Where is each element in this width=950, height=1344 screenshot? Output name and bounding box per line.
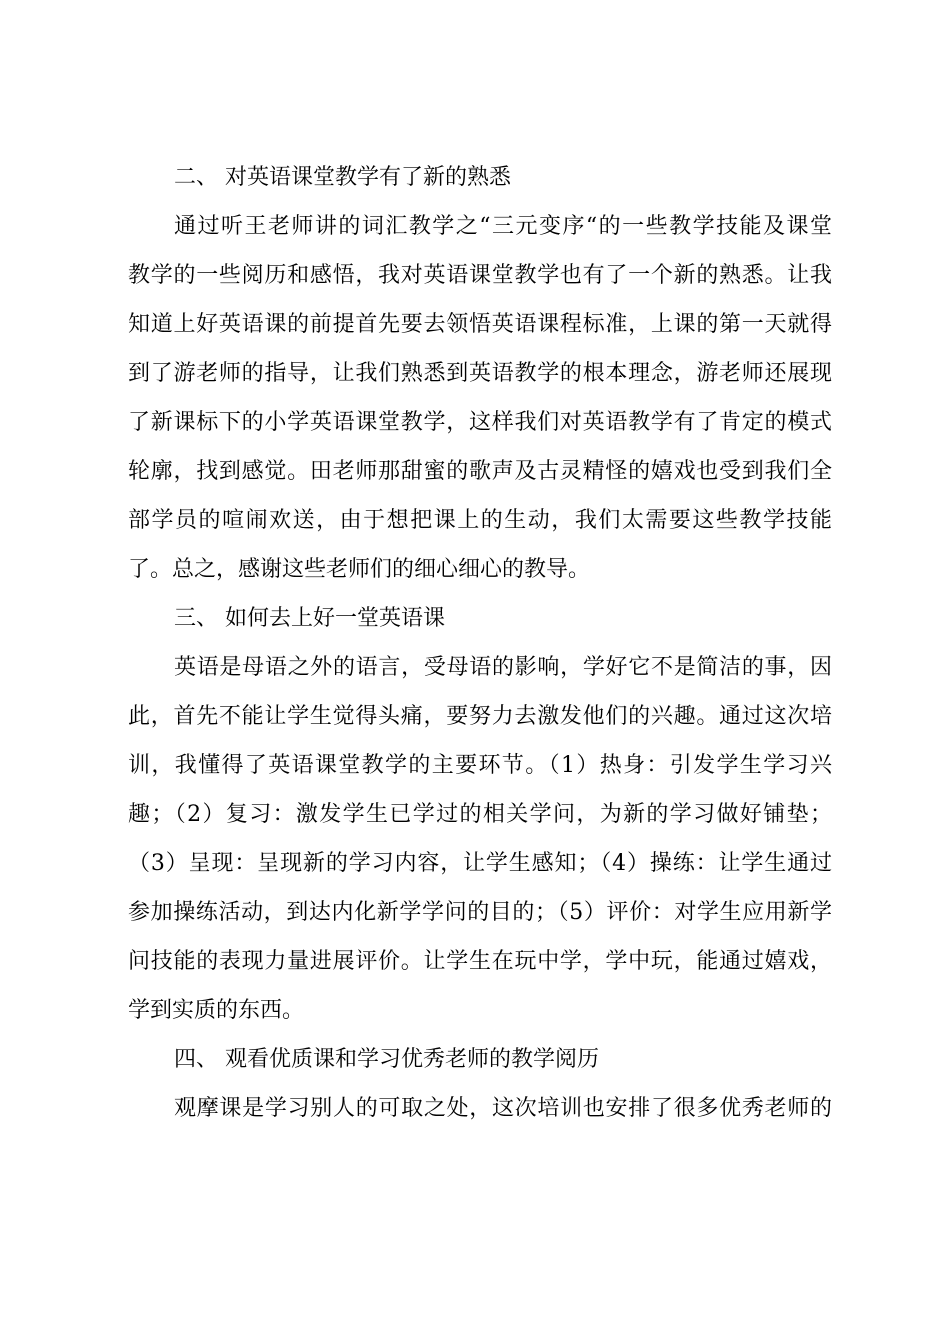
section-heading: 三、 如何去上好一堂英语课 [174,606,445,631]
paragraph-line: 此，首先不能让学生觉得头痛，要努力去激发他们的兴趣。通过这次培 [128,704,832,729]
paragraph-line: 训，我懂得了英语课堂教学的主要环节。（1）热身：引发学生学习兴 [128,753,832,778]
section-heading: 二、 对英语课堂教学有了新的熟悉 [174,165,511,190]
paragraph-line: 到了游老师的指导，让我们熟悉到英语教学的根本理念，游老师还展现 [128,361,832,386]
paragraph-line: 参加操练活动，到达内化新学学问的目的；（5）评价：对学生应用新学 [128,900,832,925]
paragraph-line: 了。总之，感谢这些老师们的细心细心的教导。 [128,557,591,582]
paragraph-line: 问技能的表现力量进展评价。让学生在玩中学，学中玩，能通过嬉戏， [128,949,832,974]
paragraph-line: （3）呈现：呈现新的学习内容，让学生感知；（4）操练：让学生通过 [128,851,832,876]
paragraph-line: 知道上好英语课的前提首先要去领悟英语课程标准，上课的第一天就得 [128,312,832,337]
paragraph-line: 部学员的喧闹欢送，由于想把课上的生动，我们太需要这些教学技能 [128,508,832,533]
section-heading: 四、 观看优质课和学习优秀老师的教学阅历 [174,1047,599,1072]
paragraph-line: 教学的一些阅历和感悟，我对英语课堂教学也有了一个新的熟悉。让我 [128,263,832,288]
paragraph-line: 学到实质的东西。 [128,998,305,1023]
paragraph-line: 了新课标下的小学英语课堂教学，这样我们对英语教学有了肯定的模式 [128,410,832,435]
paragraph-line: 英语是母语之外的语言，受母语的影响，学好它不是简洁的事，因 [174,655,832,680]
paragraph-line: 通过听王老师讲的词汇教学之“三元变序“的一些教学技能及课堂 [174,214,832,239]
paragraph-line: 观摩课是学习别人的可取之处，这次培训也安排了很多优秀老师的 [174,1096,832,1121]
paragraph-line: 轮廓，找到感觉。田老师那甜蜜的歌声及古灵精怪的嬉戏也受到我们全 [128,459,832,484]
paragraph-line: 趣；（2）复习：激发学生已学过的相关学问，为新的学习做好铺垫； [128,802,832,827]
